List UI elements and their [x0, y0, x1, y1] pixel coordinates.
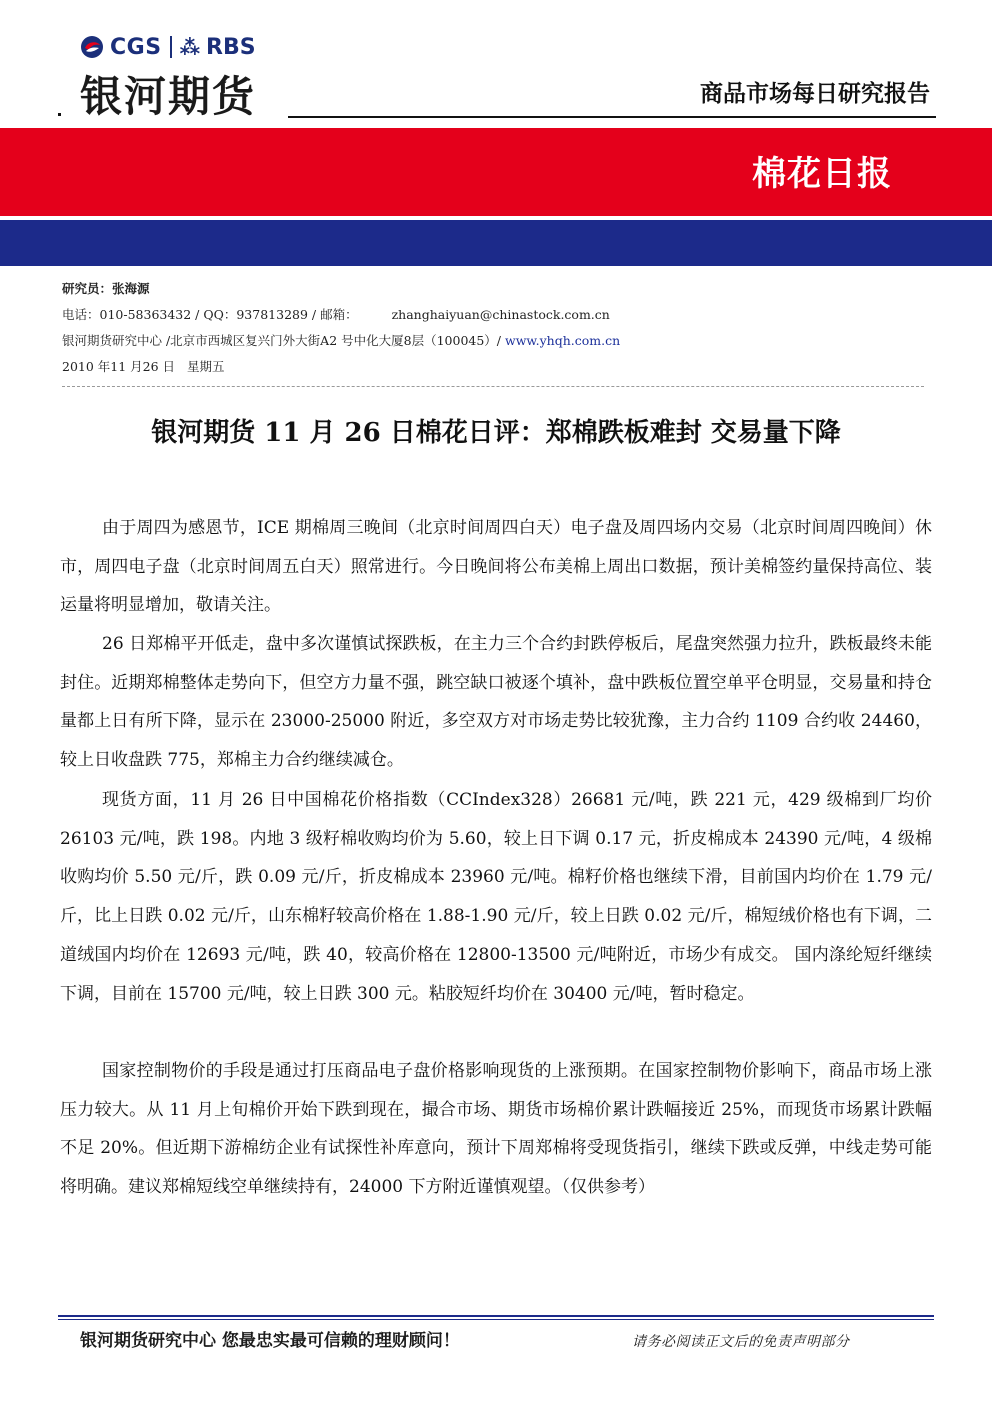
analyst-email[interactable]: zhanghaiyuan@chinastock.com.cn — [391, 307, 610, 322]
report-type-title: 商品市场每日研究报告 — [700, 81, 930, 107]
footer-rule — [58, 1315, 934, 1317]
footer-slogan: 银河期货研究中心 您最忠实最可信赖的理财顾问！ — [80, 1331, 460, 1351]
contact-text: 电话：010-58363432 / QQ：937813289 / 邮箱： — [62, 307, 358, 322]
footer-disclaimer-note: 请务必阅读正文后的免责声明部分 — [632, 1334, 850, 1350]
analyst-name: 研究员：张海源 — [62, 281, 150, 296]
article-paragraph: 26 日郑棉平开低走，盘中多次谨慎试探跌板，在主力三个合约封跌停板后，尾盘突然强力拉升，跌板最终未能封住。近期郑棉整体走势向下，但空方力量不强，跳空缺口被逐个填补，盘中跌板位置空单平仓明显，交易量和持仓量都上日有所下降，显示在 23000-25000 附近，多空双方对市场走势比较犹豫，主力合约 1109 合约收 24460，较上日收盘跌 775，郑棉主力合约继续减仓。 — [60, 634, 932, 771]
logo-rbs-text: RBS — [206, 34, 256, 60]
rbs-mark-icon: ⁂ — [179, 35, 201, 59]
address-text: 银河期货研究中心 /北京市西城区复兴门外大街A2 号中化大厦8层（100045）/ — [62, 333, 505, 348]
article-paragraph: 国家控制物价的手段是通过打压商品电子盘价格影响现货的上涨预期。在国家控制物价影响下，商品市场上涨压力较大。从 11 月上旬棉价开始下跌到现在，撮合市场、期货市场棉价累计跌幅接近 25%，而现货市场累计跌幅不足 20%。但近期下游棉纺企业有试探性补库意向，预计下周郑棉将受现货指引，继续下跌或反弹，中线走势可能将明确。建议郑棉短线空单继续持有，24000 下方附近谨慎观望。（仅供参考） — [60, 1061, 932, 1198]
cgs-swirl-icon — [80, 35, 104, 59]
logo-cgs-rbs — [80, 30, 256, 64]
banner-blue — [0, 220, 992, 266]
analyst-address — [62, 331, 620, 349]
footer-rule-thin — [58, 1319, 934, 1320]
section-divider — [62, 386, 924, 387]
logo-chinese-name: 银河期货 — [80, 72, 257, 121]
article-paragraph: 由于周四为感恩节，ICE 期棉周三晚间（北京时间周四白天）电子盘及周四场内交易（北京时间周四晚间）休市，周四电子盘（北京时间周五白天）照常进行。今日晚间将公布美棉上周出口数据，预计美棉签约量保持高位、装运量将明显增加，敬请关注。 — [60, 518, 932, 616]
article-paragraph: 现货方面，11 月 26 日中国棉花价格指数（CCIndex328）26681 元/吨，跌 221 元，429 级棉到厂均价 26103 元/吨，跌 198。内地 3 级籽棉收购均价为 5.60，较上日下调 0.17 元，折皮棉成本 24390 元/吨，4 级棉收购均价 5.50 元/斤，跌 0.09 元/斤，折皮棉成本 23960 元/吨。棉籽价格也继续下滑，目前国内均价在 1.79 元/斤，比上日跌 0.02 元/斤，山东棉籽较高价格在 1.88-1.90 元/斤，较上日跌 0.02 元/斤，棉短绒价格也有下调，二道绒国内均价在 12693 元/吨，跌 40，较高价格在 12800-13500 元/吨附近，市场少有成交。 国内涤纶短纤继续下调，目前在 15700 元/吨，较上日跌 300 元。粘胶短纤均价在 30400 元/吨，暂时稳定。 — [60, 790, 932, 1004]
logo-cgs-text: CGS — [110, 34, 162, 60]
website-link[interactable]: www.yhqh.com.cn — [505, 333, 621, 348]
banner-title: 棉花日报 — [752, 154, 892, 194]
report-date: 2010 年11 月26 日 星期五 — [62, 359, 225, 374]
analyst-contact — [62, 305, 610, 323]
header-rule — [288, 116, 936, 118]
logo-separator — [170, 36, 172, 58]
article-headline: 银河期货 11 月 26 日棉花日评：郑棉跌板难封 交易量下降 — [151, 418, 841, 448]
header-dot — [58, 113, 61, 116]
